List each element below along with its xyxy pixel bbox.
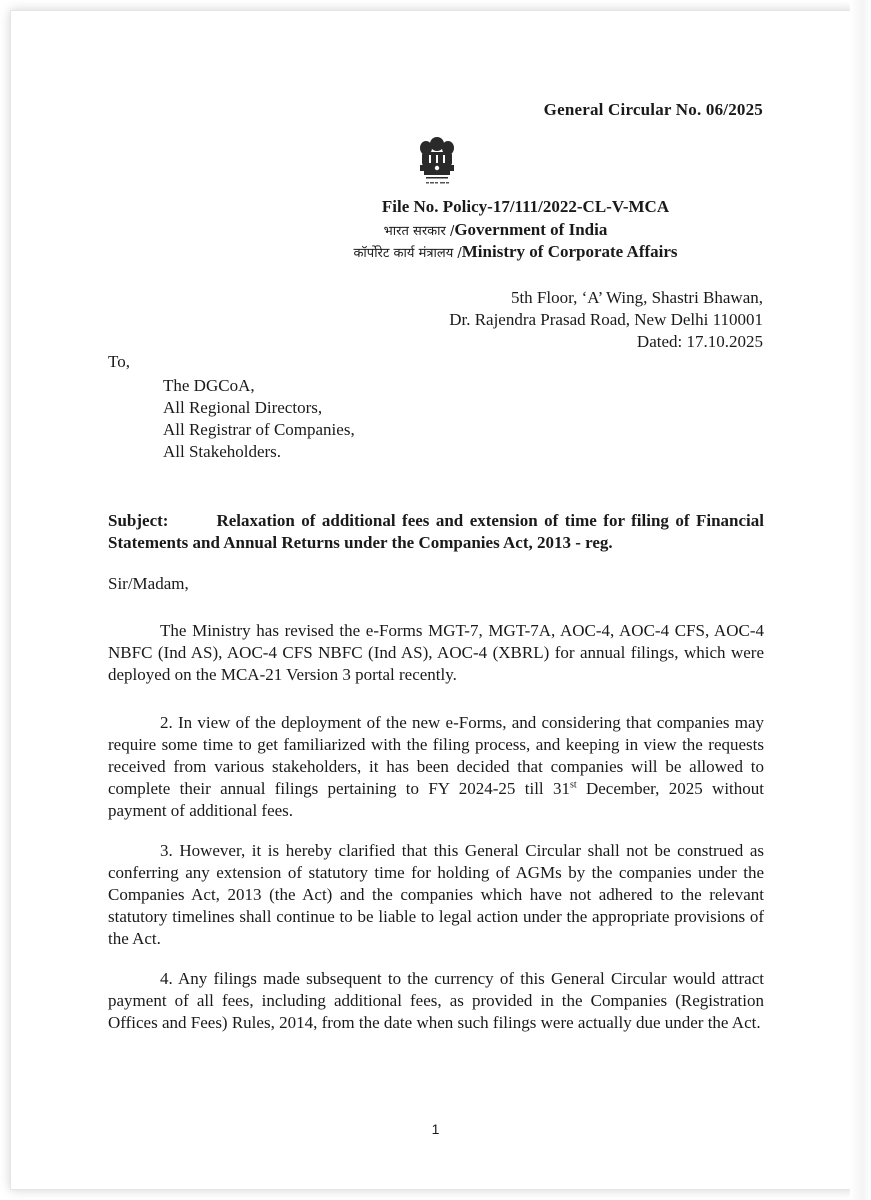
- government-line: [0, 220, 871, 240]
- page-number: 1: [431, 1121, 440, 1137]
- file-number: File No. Policy-17/111/2022-CL-V-MCA: [381, 197, 670, 216]
- recipient-item: All Registrar of Companies,: [163, 420, 355, 439]
- address-block: [449, 287, 763, 353]
- government-hindi: भारत सरकार /: [383, 224, 455, 239]
- salutation: Sir/Madam,: [108, 574, 189, 593]
- recipient-item: The DGCoA,: [163, 376, 255, 395]
- national-emblem-icon: [412, 134, 462, 194]
- recipient-list: [163, 375, 355, 463]
- subject-label: Subject:: [108, 511, 169, 530]
- paragraph-2-text: 2. In view of the deployment of the new e-Forms, and considering that companies may require some time to get familiarized with the filing process, and keeping in view the requests received from various stakeholders, it has been decided that companies will be allowed to complete their annual filings pertaining to FY 2024-25 till 31: [108, 713, 764, 798]
- paragraph-3: 3. However, it is hereby clarified that this General Circular shall not be construed as conferring any extension of statutory time for holding of AGMs by the companies under the Companies Act, 2013 (the Act) and the companies which have not adhered to the relevant statutory timelines shall continue to be liable to legal action under the appropriate provisions of the Act.: [108, 841, 764, 948]
- subject-text: Relaxation of additional fees and extension of time for filing of Financial Statements and Annual Returns under the Companies Act, 2013 - reg.: [108, 511, 764, 552]
- to-label: To,: [108, 352, 130, 371]
- government-english: Government of India: [454, 220, 608, 239]
- paragraph-1: The Ministry has revised the e-Forms MGT-7, MGT-7A, AOC-4, AOC-4 CFS, AOC-4 NBFC (Ind AS), AOC-4 CFS NBFC (Ind AS), AOC-4 (XBRL) for annual filings, which were deployed on the MCA-21 Version 3 portal recently.: [108, 621, 764, 684]
- ministry-english: Ministry of Corporate Affairs: [461, 242, 678, 261]
- recipient-item: All Regional Directors,: [163, 398, 323, 417]
- ministry-line: [0, 242, 871, 262]
- recipient-item: All Stakeholders.: [163, 442, 282, 461]
- paragraph-2: [108, 712, 764, 822]
- date-line: Dated: 17.10.2025: [636, 332, 763, 351]
- paragraph-4: 4. Any filings made subsequent to the currency of this General Circular would attract payment of all fees, including additional fees, as provided in the Companies (Registration Offices and Fees) Rules, 2014, from the date when such filings were actually due under the Act.: [108, 969, 764, 1032]
- page-edge: [850, 0, 871, 1200]
- address-line-2: Dr. Rajendra Prasad Road, New Delhi 110001: [449, 310, 763, 329]
- address-line-1: 5th Floor, ‘A’ Wing, Shastri Bhawan,: [510, 288, 763, 307]
- superscript-st: st: [569, 779, 577, 791]
- subject-block: [108, 510, 764, 554]
- circular-number: General Circular No. 06/2025: [543, 100, 763, 119]
- ministry-hindi: कॉर्पोरेट कार्य मंत्रालय /: [353, 246, 462, 261]
- paragraph-2-text-end: December, 2025 without payment of additional fees.: [108, 779, 764, 820]
